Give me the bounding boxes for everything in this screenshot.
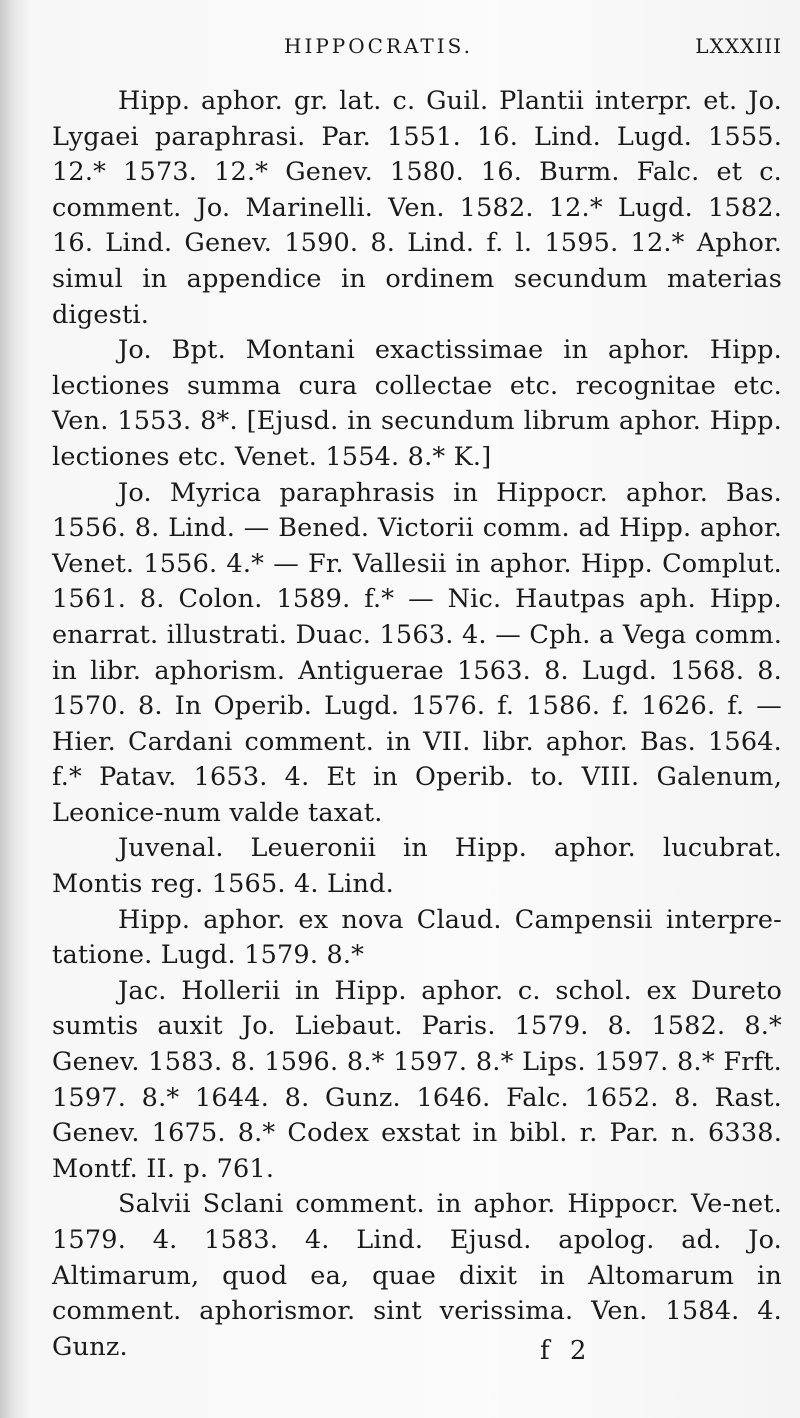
paragraph-montanus: Jo. Bpt. Montani exactissimae in aphor. Hipp. lectiones summa cura collectae etc. recognitae etc. Ven. 1553. 8*. [Ejusd. in secundum librum aphor. Hipp. lectiones etc. Venet. 1554. 8.* K.] xyxy=(52,335,782,472)
paragraph-leueronius: Juvenal. Leueronii in Hipp. aphor. lucubrat. Montis reg. 1565. 4. Lind. xyxy=(52,833,782,900)
paragraph-myrica: Jo. Myrica paraphrasis in Hippocr. aphor. Bas. 1556. 8. Lind. — Bened. Victorii comm. ad Hipp. aphor. Venet. 1556. 4.* — Fr. Vallesii in aphor. Hipp. Complut. 1561. 8. Colon. 1589. f.* — Nic. Hautpas aph. Hipp. enarrat. illustrati. Duac. 1563. 4. — Cph. a Vega comm. in libr. aphorism. Antiguerae 1563. 8. Lugd. 1568. 8. 1570. 8. In Operib. Lugd. 1576. f. 1586. f. 1626. f. — Hier. Cardani comment. in VII. libr. aphor. Bas. 1564. f.* Patav. 1653. 4. Et in Operib. to. VIII. Galenum, Leonice-num valde taxat. xyxy=(52,477,782,828)
page-body xyxy=(52,84,782,1365)
page-header xyxy=(0,30,800,70)
paragraph-hollerius: Jac. Hollerii in Hipp. aphor. c. schol. ex Dureto sumtis auxit Jo. Liebaut. Paris. 1579. 8. 1582. 8.* Genev. 1583. 8. 1596. 8.* 1597. 8.* Lips. 1597. 8.* Frft. 1597. 8.* 1644. 8. Gunz. 1646. Falc. 1652. 8. Rast. Genev. 1675. 8.* Codex exstat in bibl. r. Par. n. 6338. Montf. II. p. 761. xyxy=(52,975,782,1184)
running-head: HIPPOCRATIS. xyxy=(284,34,473,58)
paragraph-plantius: Hipp. aphor. gr. lat. c. Guil. Plantii interpr. et. Jo. Lygaei paraphrasi. Par. 1551. 16. Lind. Lugd. 1555. 12.* 1573. 12.* Genev. 1580. 16. Burm. Falc. et c. comment. Jo. Marinelli. Ven. 1582. 12.* Lugd. 1582. 16. Lind. Genev. 1590. 8. Lind. f. l. 1595. 12.* Aphor. simul in appendice in ordinem secundum materias digesti. xyxy=(52,86,782,330)
page-number: LXXXIII xyxy=(695,34,782,58)
signature-mark: f 2 xyxy=(540,1336,593,1366)
paragraph-campensius: Hipp. aphor. ex nova Claud. Campensii interpre-tatione. Lugd. 1579. 8.* xyxy=(52,904,782,971)
paragraph-sclanus: Salvii Sclani comment. in aphor. Hippocr. Ve-net. 1579. 4. 1583. 4. Lind. Ejusd. apolog. ad. Jo. Altimarum, quod ea, quae dixit in Altomarum in comment. aphorismor. sint verissima. Ven. 1584. 4. Gunz. xyxy=(52,1189,782,1362)
